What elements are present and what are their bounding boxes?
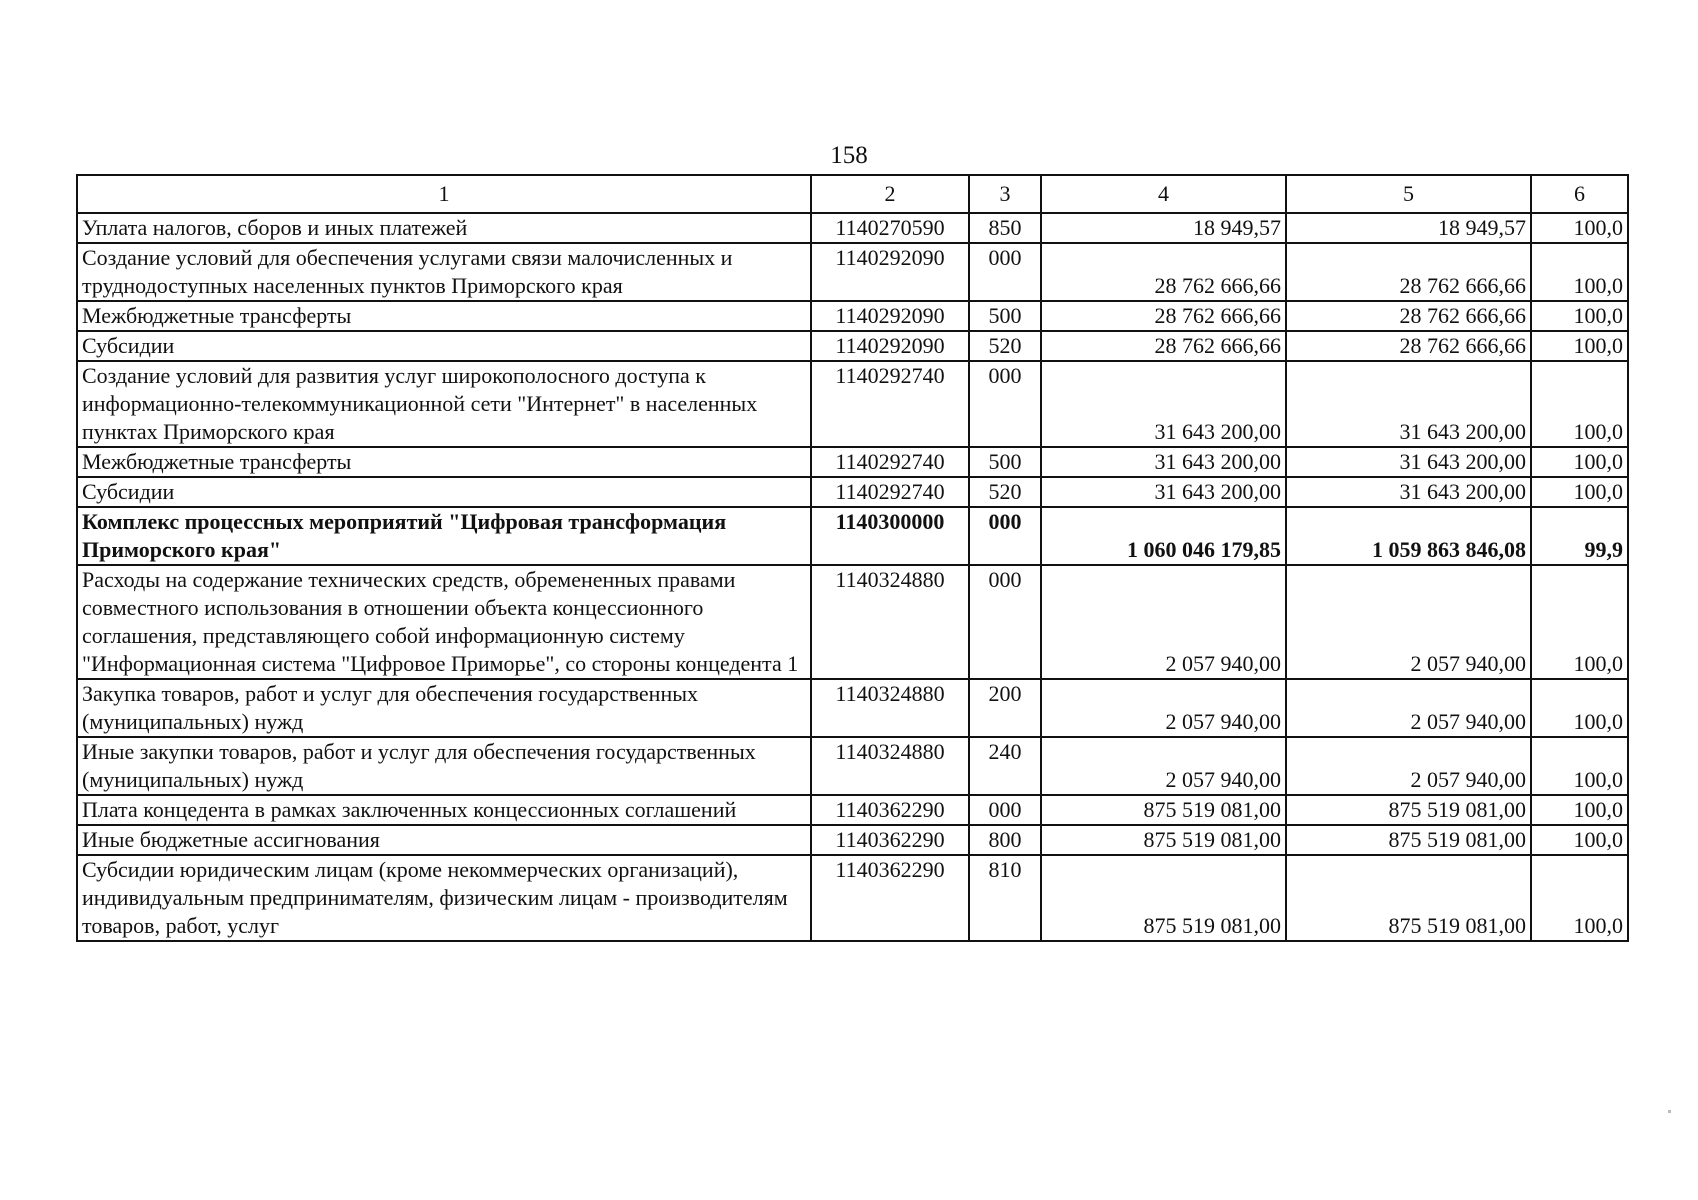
budget-table: [76, 174, 1629, 942]
actual-amount-cell: 875 519 081,00: [1286, 825, 1531, 855]
target-code-cell: 1140292740: [811, 477, 969, 507]
execution-percent-cell: 100,0: [1531, 855, 1628, 941]
actual-amount-cell: 875 519 081,00: [1286, 855, 1531, 941]
actual-amount-cell: 2 057 940,00: [1286, 679, 1531, 737]
column-header-4: 4: [1041, 175, 1286, 213]
expense-type-cell: 000: [969, 565, 1041, 679]
actual-amount-cell: 2 057 940,00: [1286, 565, 1531, 679]
table-row: [77, 825, 1628, 855]
expense-type-cell: 520: [969, 477, 1041, 507]
table-row: [77, 447, 1628, 477]
planned-amount-cell: 2 057 940,00: [1041, 679, 1286, 737]
expense-type-cell: 500: [969, 301, 1041, 331]
item-name-cell: Субсидии: [77, 477, 811, 507]
target-code-cell: 1140292740: [811, 447, 969, 477]
item-name-cell: Субсидии: [77, 331, 811, 361]
expense-type-cell: 500: [969, 447, 1041, 477]
actual-amount-cell: 28 762 666,66: [1286, 331, 1531, 361]
actual-amount-cell: 18 949,57: [1286, 213, 1531, 243]
table-row: [77, 477, 1628, 507]
column-number-header-row: [77, 175, 1628, 213]
table-row: [77, 243, 1628, 301]
planned-amount-cell: 28 762 666,66: [1041, 331, 1286, 361]
item-name-cell: Создание условий для развития услуг широкополосного доступа к информационно-телекоммуникационной сети "Интернет" в населенных пунктах Приморского края: [77, 361, 811, 447]
table-row: [77, 737, 1628, 795]
table-row: [77, 855, 1628, 941]
expense-type-cell: 000: [969, 507, 1041, 565]
expense-type-cell: 800: [969, 825, 1041, 855]
planned-amount-cell: 875 519 081,00: [1041, 825, 1286, 855]
planned-amount-cell: 1 060 046 179,85: [1041, 507, 1286, 565]
item-name-cell: Межбюджетные трансферты: [77, 447, 811, 477]
item-name-cell: Субсидии юридическим лицам (кроме некоммерческих организаций), индивидуальным предпринимателям, физическим лицам - производителям товаров, работ, услуг: [77, 855, 811, 941]
execution-percent-cell: 100,0: [1531, 301, 1628, 331]
item-name-cell: Уплата налогов, сборов и иных платежей: [77, 213, 811, 243]
planned-amount-cell: 28 762 666,66: [1041, 301, 1286, 331]
target-code-cell: 1140324880: [811, 565, 969, 679]
execution-percent-cell: 99,9: [1531, 507, 1628, 565]
target-code-cell: 1140362290: [811, 855, 969, 941]
actual-amount-cell: 28 762 666,66: [1286, 243, 1531, 301]
actual-amount-cell: 31 643 200,00: [1286, 477, 1531, 507]
planned-amount-cell: 2 057 940,00: [1041, 565, 1286, 679]
item-name-cell: Межбюджетные трансферты: [77, 301, 811, 331]
column-header-5: 5: [1286, 175, 1531, 213]
target-code-cell: 1140292090: [811, 301, 969, 331]
table-row: [77, 331, 1628, 361]
expense-type-cell: 200: [969, 679, 1041, 737]
expense-type-cell: 000: [969, 795, 1041, 825]
execution-percent-cell: 100,0: [1531, 737, 1628, 795]
planned-amount-cell: 31 643 200,00: [1041, 361, 1286, 447]
table-row: [77, 213, 1628, 243]
item-name-cell: Иные бюджетные ассигнования: [77, 825, 811, 855]
execution-percent-cell: 100,0: [1531, 243, 1628, 301]
table-row: [77, 301, 1628, 331]
actual-amount-cell: 2 057 940,00: [1286, 737, 1531, 795]
planned-amount-cell: 18 949,57: [1041, 213, 1286, 243]
table-row: [77, 795, 1628, 825]
expense-type-cell: 810: [969, 855, 1041, 941]
item-name-cell: Иные закупки товаров, работ и услуг для обеспечения государственных (муниципальных) нужд: [77, 737, 811, 795]
execution-percent-cell: 100,0: [1531, 213, 1628, 243]
planned-amount-cell: 28 762 666,66: [1041, 243, 1286, 301]
planned-amount-cell: 31 643 200,00: [1041, 447, 1286, 477]
column-header-2: 2: [811, 175, 969, 213]
planned-amount-cell: 31 643 200,00: [1041, 477, 1286, 507]
planned-amount-cell: 2 057 940,00: [1041, 737, 1286, 795]
planned-amount-cell: 875 519 081,00: [1041, 855, 1286, 941]
execution-percent-cell: 100,0: [1531, 825, 1628, 855]
scan-speck: [1668, 1110, 1671, 1113]
execution-percent-cell: 100,0: [1531, 477, 1628, 507]
target-code-cell: 1140292090: [811, 331, 969, 361]
target-code-cell: 1140324880: [811, 679, 969, 737]
target-code-cell: 1140324880: [811, 737, 969, 795]
target-code-cell: 1140300000: [811, 507, 969, 565]
actual-amount-cell: 28 762 666,66: [1286, 301, 1531, 331]
expense-type-cell: 000: [969, 243, 1041, 301]
item-name-cell: Плата концедента в рамках заключенных концессионных соглашений: [77, 795, 811, 825]
execution-percent-cell: 100,0: [1531, 565, 1628, 679]
page-number: 158: [830, 142, 868, 169]
target-code-cell: 1140270590: [811, 213, 969, 243]
expense-type-cell: 000: [969, 361, 1041, 447]
table-row: [77, 679, 1628, 737]
actual-amount-cell: 875 519 081,00: [1286, 795, 1531, 825]
actual-amount-cell: 1 059 863 846,08: [1286, 507, 1531, 565]
target-code-cell: 1140362290: [811, 795, 969, 825]
execution-percent-cell: 100,0: [1531, 331, 1628, 361]
planned-amount-cell: 875 519 081,00: [1041, 795, 1286, 825]
expense-type-cell: 520: [969, 331, 1041, 361]
table-row: [77, 565, 1628, 679]
item-name-cell: Создание условий для обеспечения услугами связи малочисленных и труднодоступных населенных пунктов Приморского края: [77, 243, 811, 301]
item-name-cell: Комплекс процессных мероприятий "Цифровая трансформация Приморского края": [77, 507, 811, 565]
column-header-3: 3: [969, 175, 1041, 213]
execution-percent-cell: 100,0: [1531, 361, 1628, 447]
execution-percent-cell: 100,0: [1531, 795, 1628, 825]
target-code-cell: 1140362290: [811, 825, 969, 855]
column-header-1: 1: [77, 175, 811, 213]
target-code-cell: 1140292740: [811, 361, 969, 447]
item-name-cell: Расходы на содержание технических средств, обремененных правами совместного использования в отношении объекта концессионного соглашения, представляющего собой информационную систему "Информационная система "Цифровое Приморье", со стороны концедента 1: [77, 565, 811, 679]
actual-amount-cell: 31 643 200,00: [1286, 447, 1531, 477]
table-row: [77, 361, 1628, 447]
actual-amount-cell: 31 643 200,00: [1286, 361, 1531, 447]
execution-percent-cell: 100,0: [1531, 447, 1628, 477]
column-header-6: 6: [1531, 175, 1628, 213]
table-row: [77, 507, 1628, 565]
expense-type-cell: 850: [969, 213, 1041, 243]
target-code-cell: 1140292090: [811, 243, 969, 301]
execution-percent-cell: 100,0: [1531, 679, 1628, 737]
item-name-cell: Закупка товаров, работ и услуг для обеспечения государственных (муниципальных) нужд: [77, 679, 811, 737]
expense-type-cell: 240: [969, 737, 1041, 795]
